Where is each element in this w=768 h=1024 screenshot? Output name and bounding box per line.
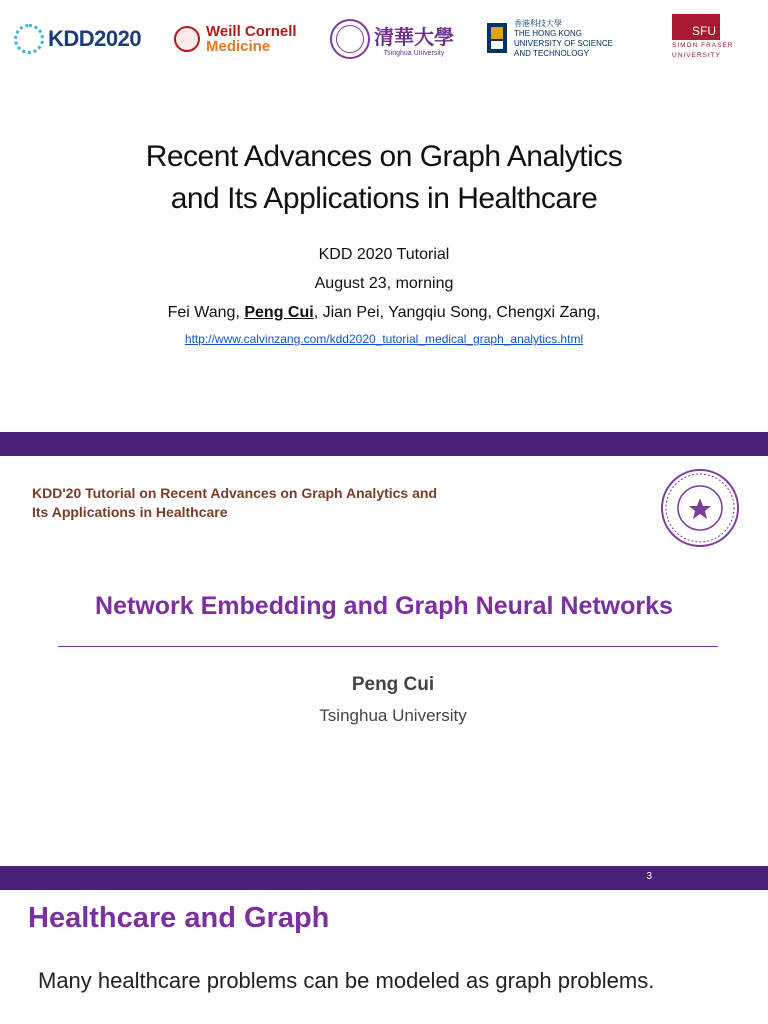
slide-divider [0, 866, 768, 890]
tsinghua-seal-icon [330, 19, 370, 59]
slide-header: KDD'20 Tutorial on Recent Advances on Graph Analytics and Its Applications in Healthcare [32, 485, 438, 520]
sfu-logo: SFU SIMON FRASER UNIVERSITY [672, 14, 733, 64]
author-list: Fei Wang, Peng Cui, Jian Pei, Yangqiu Song, Chengxi Zang, [167, 304, 601, 321]
event-name: KDD 2020 Tutorial [318, 246, 450, 263]
weill-seal-icon [174, 26, 200, 52]
tsinghua-seal-icon [660, 468, 740, 548]
slide-divider [0, 432, 768, 456]
section-title: Network Embedding and Graph Neural Networks [95, 592, 673, 620]
content-slide [0, 890, 768, 1024]
hkust-crest-icon [486, 21, 508, 57]
event-date: August 23, morning [314, 275, 454, 292]
section-slide [0, 456, 768, 866]
hkust-logo: 香港科技大學 THE HONG KONG UNIVERSITY OF SCIENCE AND TECHNOLOGY [486, 14, 613, 64]
presenter-affiliation: Tsinghua University [319, 706, 467, 725]
page-number: 3 [646, 871, 652, 882]
title-underline [58, 646, 718, 647]
slide-title: Healthcare and Graph [28, 902, 330, 934]
tutorial-url-link[interactable]: http://www.calvinzang.com/kdd2020_tutorial_medical_graph_analytics.html [184, 332, 584, 346]
weill-cornell-logo: Weill Cornell Medicine [174, 14, 297, 64]
tutorial-title: Recent Advances on Graph Analytics and Its Applications in Healthcare [145, 140, 623, 215]
kdd-network-icon [14, 24, 44, 54]
tsinghua-logo: 清華大學 Tsinghua University [330, 14, 454, 64]
slide-body-text: Many healthcare problems can be modeled as graph problems. [38, 968, 655, 993]
title-slide [0, 0, 768, 432]
presenter-name: Peng Cui [351, 674, 435, 695]
kdd2020-logo: KDD2020 [14, 14, 141, 64]
highlighted-author: Peng Cui [244, 304, 314, 321]
